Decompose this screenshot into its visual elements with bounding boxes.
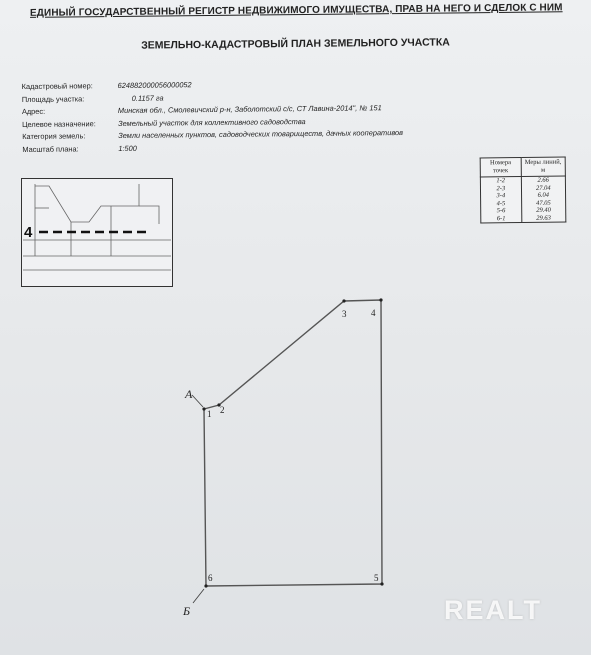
- document-title: ЗЕМЕЛЬНО-КАДАСТРОВЫЙ ПЛАН ЗЕМЕЛЬНОГО УЧАСТКА: [141, 36, 450, 52]
- vertex-4: [379, 298, 382, 301]
- parcel-vertices: [202, 298, 383, 587]
- table-cell-length: 29.40: [521, 207, 565, 215]
- vertex-label-4: 4: [371, 308, 376, 318]
- vertex-label-5: 5: [374, 573, 379, 583]
- table-cell-points: 3-4: [481, 192, 522, 200]
- property-key: Площадь участка:: [21, 93, 85, 104]
- property-key: Категория земель:: [22, 131, 86, 142]
- property-key: Масштаб плана:: [22, 144, 79, 154]
- table-cell-length: 6.04: [521, 192, 565, 200]
- direction-letter-a: А: [185, 387, 193, 401]
- table-cell-points: 5-6: [481, 207, 522, 215]
- registry-header: ЕДИНЫЙ ГОСУДАРСТВЕННЫЙ РЕГИСТР НЕДВИЖИМОГО ИМУЩЕСТВА, ПРАВ НА НЕГО И СДЕЛОК С НИМ: [29, 2, 563, 19]
- table-cell-length: 47.05: [521, 199, 565, 207]
- property-value: Земельный участок для коллективного садоводства: [117, 116, 306, 128]
- vertex-label-6: 6: [208, 573, 213, 583]
- property-key: Целевое назначение:: [22, 119, 96, 129]
- realt-watermark-logo: REALT: [444, 595, 542, 625]
- table-cell-points: 2-3: [480, 185, 521, 193]
- vertex-label-2: 2: [220, 405, 225, 415]
- property-value: Минская обл., Смолевичский р-н, Заболотский с/с, СТ Лавина-2014", № 151: [117, 103, 382, 116]
- property-value: Земли населенных пунктов, садоводческих товариществ, дачных кооперативов: [118, 128, 404, 141]
- vertex-6: [204, 584, 207, 587]
- property-key: Адрес:: [21, 106, 46, 117]
- vertex-3: [342, 299, 345, 302]
- property-value: 624882000056000052: [117, 80, 192, 90]
- direction-leader-b: [193, 589, 204, 603]
- vertex-5: [380, 582, 383, 585]
- vertex-label-1: 1: [207, 409, 212, 419]
- property-key: Кадастровый номер:: [21, 81, 93, 92]
- table-header-points: Номера точек: [480, 158, 521, 177]
- table-cell-length: 2.66: [521, 176, 565, 184]
- table-cell-points: 4-5: [481, 200, 522, 208]
- parcel-boundary: [204, 300, 382, 586]
- table-cell-points: 1-2: [480, 177, 521, 185]
- property-value: 0.1157 га: [131, 93, 164, 103]
- overview-marker-label: 4: [24, 224, 33, 241]
- table-header-lengths: Меры линий, м: [521, 157, 566, 176]
- direction-leader-a: [192, 395, 203, 407]
- table-cell-length: 29.63: [521, 214, 565, 222]
- table-cell-points: 6-1: [481, 215, 522, 223]
- property-value: 1:500: [118, 143, 137, 153]
- direction-letter-b: Б: [183, 604, 191, 618]
- vertex-1: [202, 407, 205, 410]
- vertex-label-3: 3: [342, 309, 347, 319]
- table-cell-length: 27.04: [521, 184, 565, 192]
